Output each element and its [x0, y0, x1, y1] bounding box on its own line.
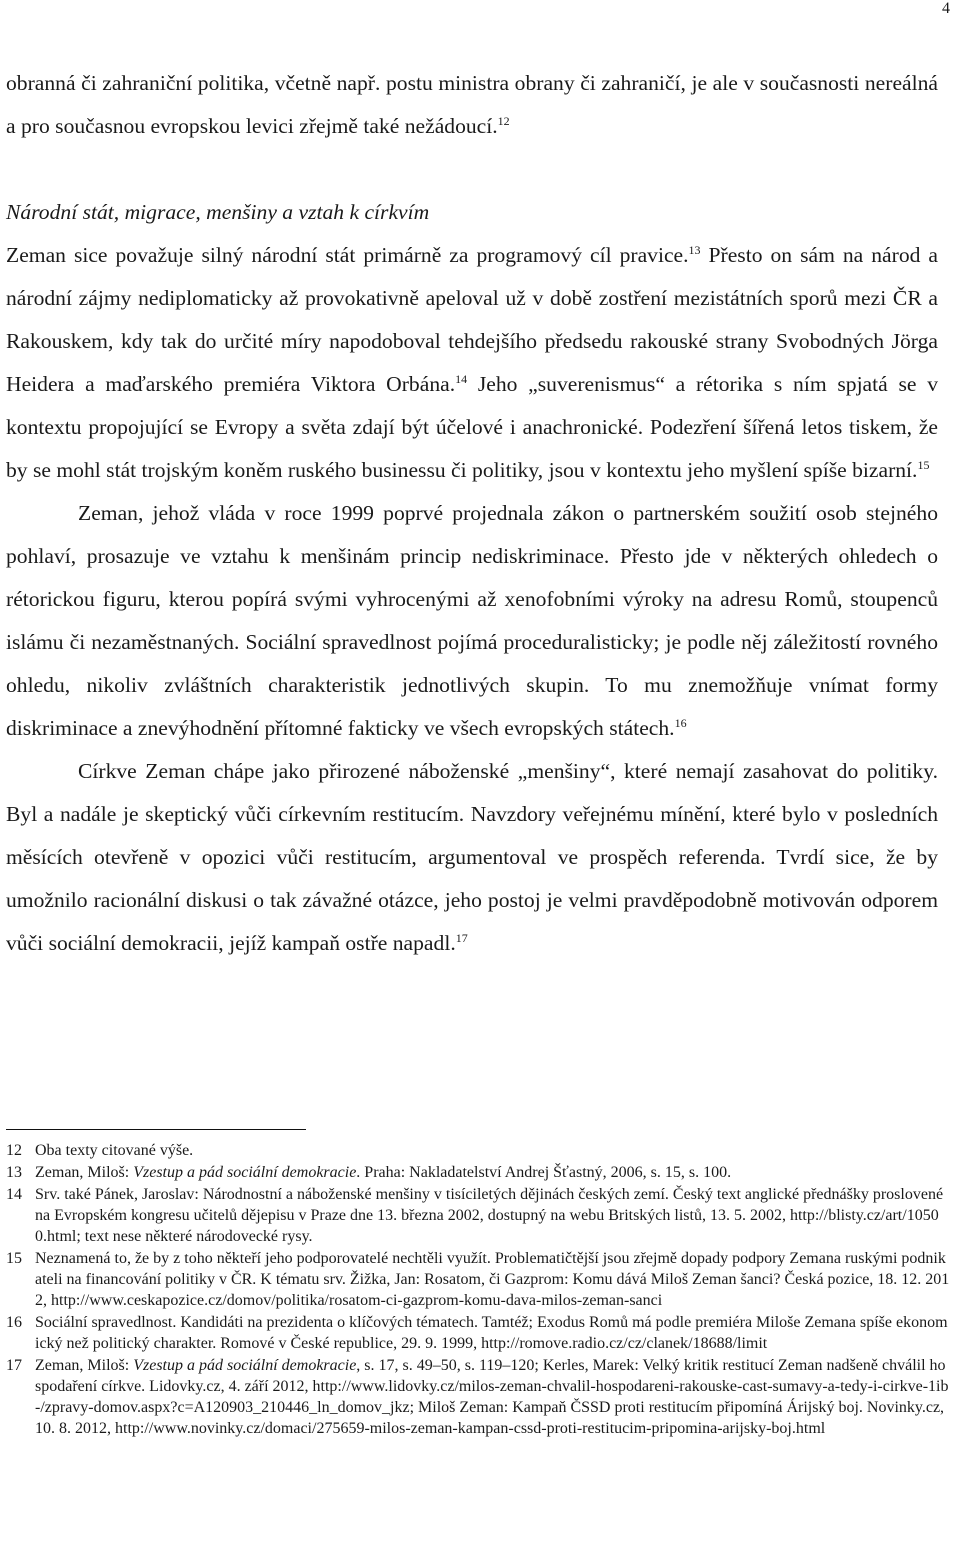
- footnote-14: [6, 1184, 950, 1247]
- footnotes: [6, 1140, 950, 1440]
- paragraph-3: [6, 492, 938, 750]
- footnote-ref-17[interactable]: 17: [455, 930, 468, 945]
- footnote-number: 16: [6, 1314, 22, 1331]
- footnote-17: [6, 1355, 950, 1439]
- footnote-number: 17: [6, 1357, 22, 1374]
- footnote-15: [6, 1248, 950, 1311]
- footnote-book-title: Vzestup a pád sociální demokracie: [133, 1357, 357, 1374]
- footnote-text: [35, 1162, 950, 1183]
- paragraph-1: [6, 62, 938, 148]
- footnote-ref-12[interactable]: 12: [497, 113, 510, 128]
- footnote-text-post: , s. 17, s. 49–50, s. 119–120; Kerles, Marek: Velký kritik restitucí Zeman nadšeně chválil hospodaření církve. Lidovky.cz, 4. září 2012, http://www.lidovky.cz/milos-zeman-chvalil-hospodareni-rakouske-cast-sumavy-a-tedy-i-cirkve-1ib-/zpravy-domov.aspx?c=A120903_210446_ln_domov_jkz; Miloš Zeman: Kampaň ČSSD proti restitucím připomíná Árijský boj. Novinky.cz, 10. 8. 2012, http://www.novinky.cz/domaci/275659-milos-zeman-kampan-cssd-proti-restitucim-pripomina-arijsky-boj.html: [35, 1357, 949, 1437]
- footnote-separator: [6, 1129, 306, 1130]
- footnote-text-post: . Praha: Nakladatelství Andrej Šťastný, 2006, s. 15, s. 100.: [356, 1164, 732, 1181]
- paragraph-2: [6, 234, 938, 492]
- footnote-12: [6, 1140, 950, 1161]
- footnote-text: [35, 1355, 950, 1439]
- footnote-ref-13[interactable]: 13: [688, 242, 701, 257]
- footnote-number: 14: [6, 1186, 22, 1203]
- footnote-text-pre: Zeman, Miloš:: [35, 1357, 134, 1374]
- section-heading: Národní stát, migrace, menšiny a vztah k církvím: [6, 200, 430, 224]
- footnote-ref-14[interactable]: 14: [455, 371, 468, 386]
- paragraph-3-text: Zeman, jehož vláda v roce 1999 poprvé projednala zákon o partnerském soužití osob stejného pohlaví, prosazuje ve vztahu k menšinám princip nediskriminace. Přesto jde v některých ohledech o rétorickou figuru, kterou popírá svými vyhrocenými až xenofobními výroky na adresu Romů, stoupenců islámu či nezaměstnaných. Sociální spravedlnost pojímá proceduralisticky; je podle něj záležitostí rovného ohledu, nikoliv zvláštních charakteristik jednotlivých skupin. To mu znemožňuje vnímat formy diskriminace a znevýhodnění přítomné fakticky ve všech evropských státech.: [6, 501, 938, 740]
- paragraph-2-text-c: Jeho „suverenismus“ a rétorika s ním spjatá se v kontextu propojující se Evropy a světa zdají být účelové i anachronické. Podezření šířená letos tiskem, že by se mohl stát trojským koněm ruského businessu či politiky, jsou v kontextu jeho myšlení spíše bizarní.: [6, 372, 939, 482]
- paragraph-4-text: Církve Zeman chápe jako přirozené náboženské „menšiny“, které nemají zasahovat do politiky. Byl a nadále je skeptický vůči církevním restitucím. Navzdory veřejnému mínění, které bylo v posledních měsících otevřeně v opozici vůči restitucím, argumentoval ve prospěch referenda. Tvrdí sice, že by umožnilo racionální diskusi o tak závažné otázce, jeho postoj je velmi pravděpodobně motivován odporem vůči sociální demokracii, jejíž kampaň ostře napadl.: [6, 759, 938, 955]
- footnote-text: Neznamená to, že by z toho někteří jeho podporovatelé nechtěli využít. Problematičtější jsou zřejmě dopady podpory Zemana ruskými podnikateli na financování politiky v ČR. K tématu srv. Žižka, Jan: Rosatom, či Gazprom: Komu dává Miloš Zeman šanci? Česká pozice, 18. 12. 2012, http://www.ceskapozice.cz/domov/politika/rosatom-ci-gazprom-komu-dava-milos-zeman-sanci: [35, 1250, 950, 1309]
- footnote-16: [6, 1312, 950, 1354]
- footnote-text: Oba texty citované výše.: [35, 1142, 194, 1159]
- paragraph-1-text: obranná či zahraniční politika, včetně např. postu ministra obrany či zahraničí, je ale v současnosti nereálná a pro současnou evropskou levici zřejmě také nežádoucí.: [6, 71, 938, 138]
- footnote-ref-15[interactable]: 15: [917, 457, 930, 472]
- footnote-text: Sociální spravedlnost. Kandidáti na prezidenta o klíčových tématech. Tamtéž; Exodus Romů má podle premiéra Miloše Zemana spíše ekonomický než politický charakter. Romové v České republice, 29. 9. 1999, http://romove.radio.cz/cz/clanek/18688/limit: [35, 1314, 948, 1352]
- paragraph-2-text-b: Přesto on sám na národ a národní zájmy nediplomaticky až provokativně apeloval už v době zostření mezistátních sporů mezi ČR a Rakouskem, kdy tak do určité míry napodoboval tehdejšího předsedu rakouské strany Svobodných Jörga Heidera a maďarského premiéra Viktora Orbána.: [6, 243, 938, 396]
- footnote-number: 12: [6, 1142, 22, 1159]
- paragraph-2-text-a: Zeman sice považuje silný národní stát primárně za programový cíl pravice.: [6, 243, 689, 267]
- paragraph-4: [6, 750, 938, 965]
- body-text: [6, 62, 938, 965]
- footnote-number: 15: [6, 1250, 22, 1267]
- footnote-book-title: Vzestup a pád sociální demokracie: [133, 1164, 357, 1181]
- footnote-text: Srv. také Pánek, Jaroslav: Národnostní a náboženské menšiny v tisíciletých dějinách českých zemí. Český text anglické přednášky proslovené na Evropském kongresu učitelů dějepisu v Praze dne 13. března 2002, dostupný na webu Britských listů, 13. 5. 2002, http://blisty.cz/art/10500.html; text nese některé národovecké rysy.: [35, 1186, 944, 1245]
- page-number: 4: [942, 0, 950, 17]
- footnote-13: [6, 1162, 950, 1183]
- footnote-text-pre: Zeman, Miloš:: [35, 1164, 134, 1181]
- footnote-number: 13: [6, 1164, 22, 1181]
- footnote-ref-16[interactable]: 16: [674, 715, 687, 730]
